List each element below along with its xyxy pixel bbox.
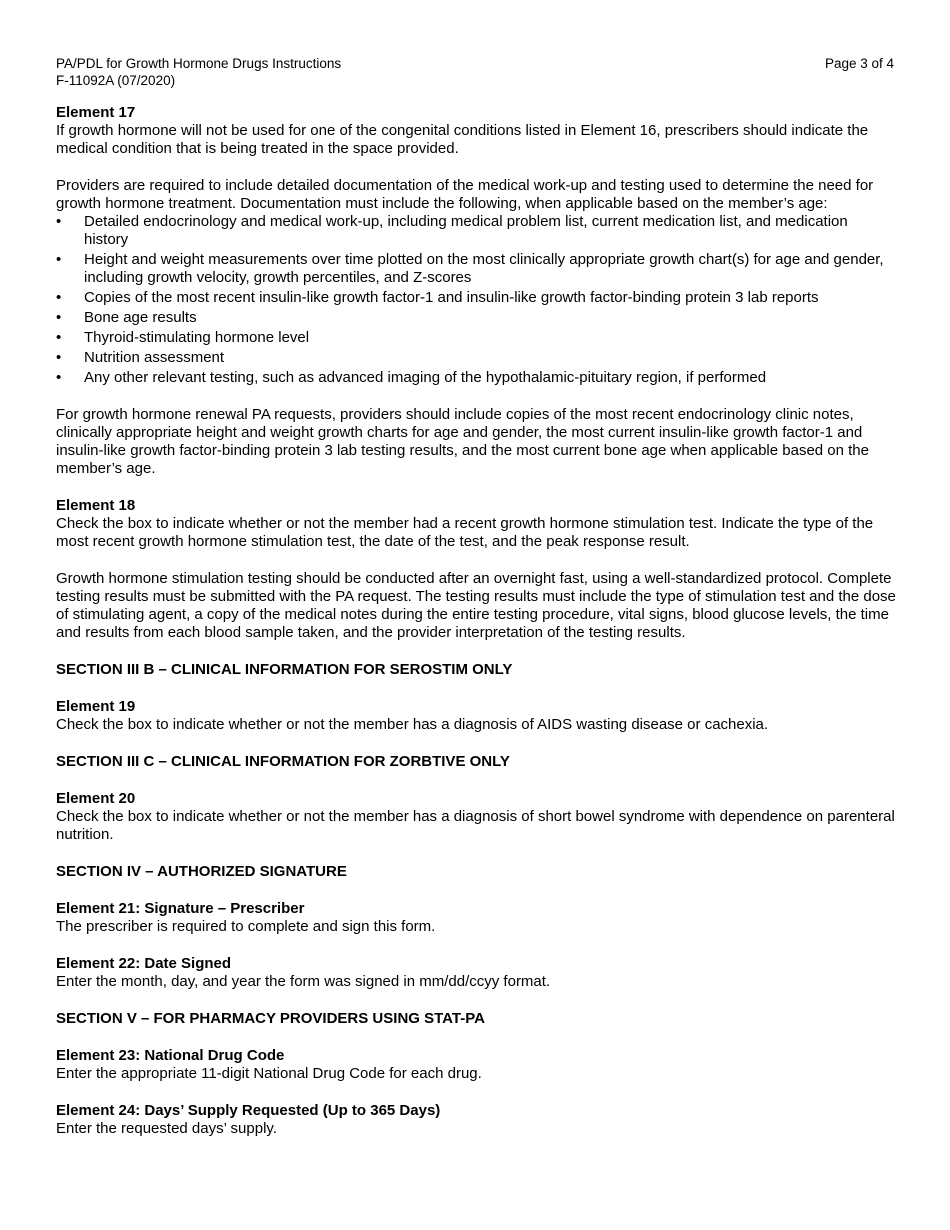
element-19-text: Check the box to indicate whether or not the member has a diagnosis of AIDS wasting disease or cachexia. — [56, 716, 769, 733]
element-22-block — [56, 955, 896, 991]
element-17-paragraph-2: Providers are required to include detailed documentation of the medical work-up and testing used to determine the need for growth hormone treatment. Documentation must include the following, when applicable based on the member’s age: — [56, 177, 874, 212]
element-21-heading: Element 21: Signature – Prescriber — [56, 900, 305, 917]
page-header — [56, 55, 896, 89]
list-item: • Bone age results — [56, 309, 896, 327]
element-19-heading: Element 19 — [56, 698, 136, 715]
documentation-list — [56, 213, 896, 387]
element-24-block — [56, 1102, 896, 1138]
list-item: • Copies of the most recent insulin-like growth factor-1 and insulin-like growth factor-binding protein 3 lab reports — [56, 289, 896, 307]
section-3c-heading: SECTION III C – CLINICAL INFORMATION FOR ZORBTIVE ONLY — [56, 753, 510, 770]
element-18-heading: Element 18 — [56, 497, 136, 514]
section-3b-heading: SECTION III B – CLINICAL INFORMATION FOR SEROSTIM ONLY — [56, 661, 513, 678]
element-21-text: The prescriber is required to complete and sign this form. — [56, 918, 436, 935]
form-id: F-11092A (07/2020) — [56, 73, 176, 88]
element-17-heading: Element 17 — [56, 104, 136, 121]
element-18-block — [56, 497, 896, 642]
element-22-text: Enter the month, day, and year the form was signed in mm/dd/ccyy format. — [56, 973, 551, 990]
element-24-heading: Element 24: Days’ Supply Requested (Up to 365 Days) — [56, 1102, 441, 1119]
element-18-paragraph-2: Growth hormone stimulation testing should be conducted after an overnight fast, using a well-standardized protocol. Complete testing results must be submitted with the PA request. The testing results must include the type of stimulation test and the dose of stimulating agent, a copy of the medical notes during the entire testing procedure, vital signs, blood glucose levels, the time and results from each blood sample taken, and the provider interpretation of the testing results. — [56, 570, 896, 641]
list-item: • Detailed endocrinology and medical work-up, including medical problem list, current medication list, and medication history — [56, 213, 896, 249]
section-5-heading: SECTION V – FOR PHARMACY PROVIDERS USING STAT-PA — [56, 1010, 485, 1027]
list-item: • Height and weight measurements over time plotted on the most clinically appropriate growth chart(s) for age and gender, including growth velocity, growth percentiles, and Z-scores — [56, 251, 896, 287]
element-17-block — [56, 104, 896, 478]
element-20-block — [56, 790, 896, 844]
element-23-text: Enter the appropriate 11-digit National Drug Code for each drug. — [56, 1065, 482, 1082]
element-17-paragraph-1: If growth hormone will not be used for one of the congenital conditions listed in Element 16, prescribers should indicate the medical condition that is being treated in the space provided. — [56, 122, 869, 157]
document-body — [56, 104, 896, 1138]
element-20-text: Check the box to indicate whether or not the member has a diagnosis of short bowel syndrome with dependence on parenteral nutrition. — [56, 808, 895, 843]
element-23-block — [56, 1047, 896, 1083]
element-21-block — [56, 900, 896, 936]
page-number: Page 3 of 4 — [824, 56, 894, 71]
element-22-heading: Element 22: Date Signed — [56, 955, 232, 972]
list-item: • Thyroid-stimulating hormone level — [56, 329, 896, 347]
document-page — [56, 55, 896, 1138]
element-18-paragraph-1: Check the box to indicate whether or not the member had a recent growth hormone stimulation test. Indicate the type of the most recent growth hormone stimulation test, the date of the test, and the peak response result. — [56, 515, 874, 550]
element-23-heading: Element 23: National Drug Code — [56, 1047, 285, 1064]
element-17-paragraph-3: For growth hormone renewal PA requests, providers should include copies of the most recent endocrinology clinic notes, clinically appropriate height and weight growth charts for age and gender, the most current insulin-like growth factor-1 and insulin-like growth factor-binding protein 3 lab testing results, and the most current bone age when applicable based on the member’s age. — [56, 406, 869, 477]
document-title: PA/PDL for Growth Hormone Drugs Instructions — [56, 56, 342, 71]
section-4-heading: SECTION IV – AUTHORIZED SIGNATURE — [56, 863, 347, 880]
element-20-heading: Element 20 — [56, 790, 136, 807]
element-19-block — [56, 698, 896, 734]
list-item: • Any other relevant testing, such as advanced imaging of the hypothalamic-pituitary region, if performed — [56, 369, 896, 387]
list-item: • Nutrition assessment — [56, 349, 896, 367]
element-24-text: Enter the requested days’ supply. — [56, 1120, 277, 1137]
